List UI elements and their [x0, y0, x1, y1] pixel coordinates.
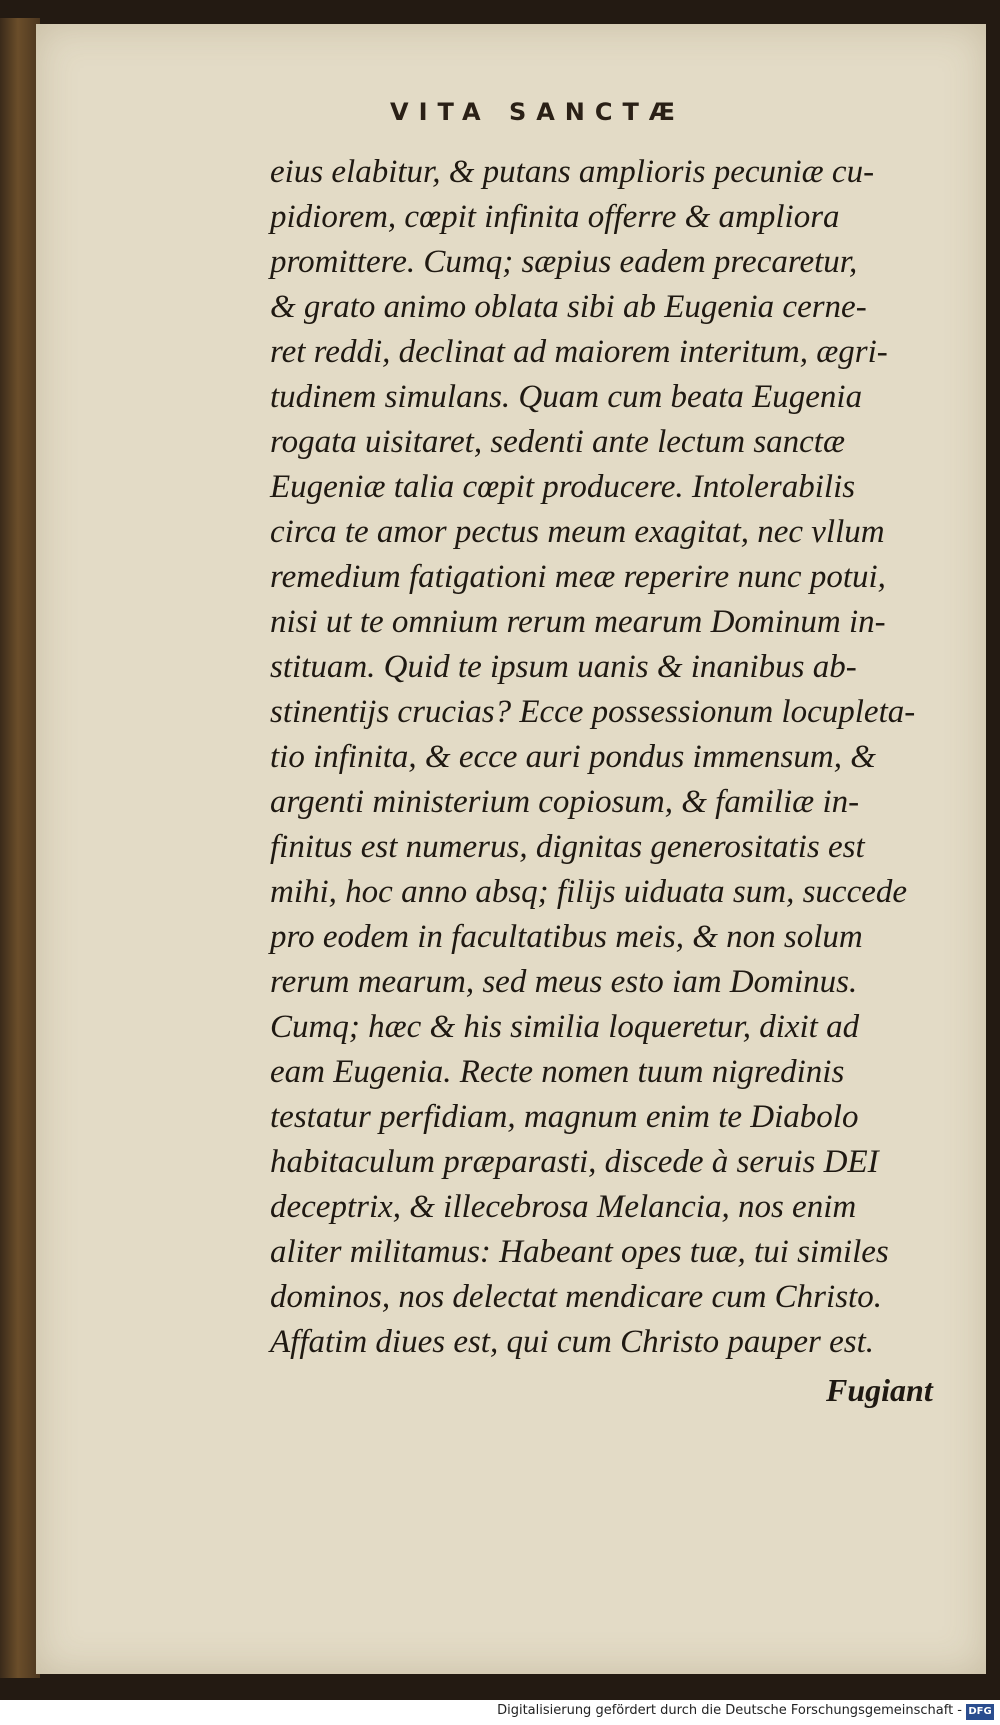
text-line: rerum mearum, sed meus esto iam Dominus. [270, 964, 858, 1000]
text-line: ret reddi, declinat ad maiorem interitum, ægri- [270, 334, 888, 370]
text-line: eam Eugenia. Recte nomen tuum nigredinis [270, 1054, 845, 1090]
text-line: Affatim diues est, qui cum Christo pauper est. [270, 1324, 875, 1360]
running-head: VITA SANCTÆ [390, 98, 685, 126]
text-line: tudinem simulans. Quam cum beata Eugenia [270, 379, 863, 415]
text-line: deceptrix, & illecebrosa Melancia, nos enim [270, 1189, 857, 1225]
text-line: finitus est numerus, dignitas generositatis est [270, 829, 865, 865]
text-line: circa te amor pectus meum exagitat, nec vllum [270, 514, 885, 550]
body-text [270, 150, 950, 1365]
text-line: promittere. Cumq; sæpius eadem precaretur, [270, 244, 858, 280]
text-line: eius elabitur, & putans amplioris pecuniæ cu- [270, 154, 875, 190]
text-line: stinentijs crucias? Ecce possessionum locupleta- [270, 694, 916, 730]
text-line: aliter militamus: Habeant opes tuæ, tui similes [270, 1234, 889, 1270]
book-edge [0, 18, 40, 1678]
text-line: pro eodem in facultatibus meis, & non solum [270, 919, 863, 955]
footer-bar [0, 1700, 1000, 1725]
text-line: Eugeniæ talia cœpit producere. Intolerabilis [270, 469, 856, 505]
text-line: habitaculum præparasti, discede à seruis DEI [270, 1144, 879, 1180]
text-line: rogata uisitaret, sedenti ante lectum sanctæ [270, 424, 845, 460]
text-line: dominos, nos delectat mendicare cum Christo. [270, 1279, 882, 1315]
text-line: tio infinita, & ecce auri pondus immensum, & [270, 739, 876, 775]
text-line: testatur perfidiam, magnum enim te Diabolo [270, 1099, 859, 1135]
funding-notice: Digitalisierung gefördert durch die Deutsche Forschungsgemeinschaft - [497, 1703, 962, 1718]
text-line: remedium fatigationi meæ reperire nunc potui, [270, 559, 886, 595]
text-line: argenti ministerium copiosum, & familiæ in- [270, 784, 860, 820]
text-line: nisi ut te omnium rerum mearum Dominum in- [270, 604, 886, 640]
text-line: pidiorem, cœpit infinita offerre & ampliora [270, 199, 840, 235]
text-line: & grato animo oblata sibi ab Eugenia cerne- [270, 289, 867, 325]
text-line: Cumq; hæc & his similia loqueretur, dixit ad [270, 1009, 860, 1045]
text-line: mihi, hoc anno absq; filijs uiduata sum, succede [270, 874, 908, 910]
catchword: Fugiant [826, 1372, 933, 1408]
text-line: stituam. Quid te ipsum uanis & inanibus ab- [270, 649, 857, 685]
dfg-logo: DFG [966, 1704, 994, 1720]
